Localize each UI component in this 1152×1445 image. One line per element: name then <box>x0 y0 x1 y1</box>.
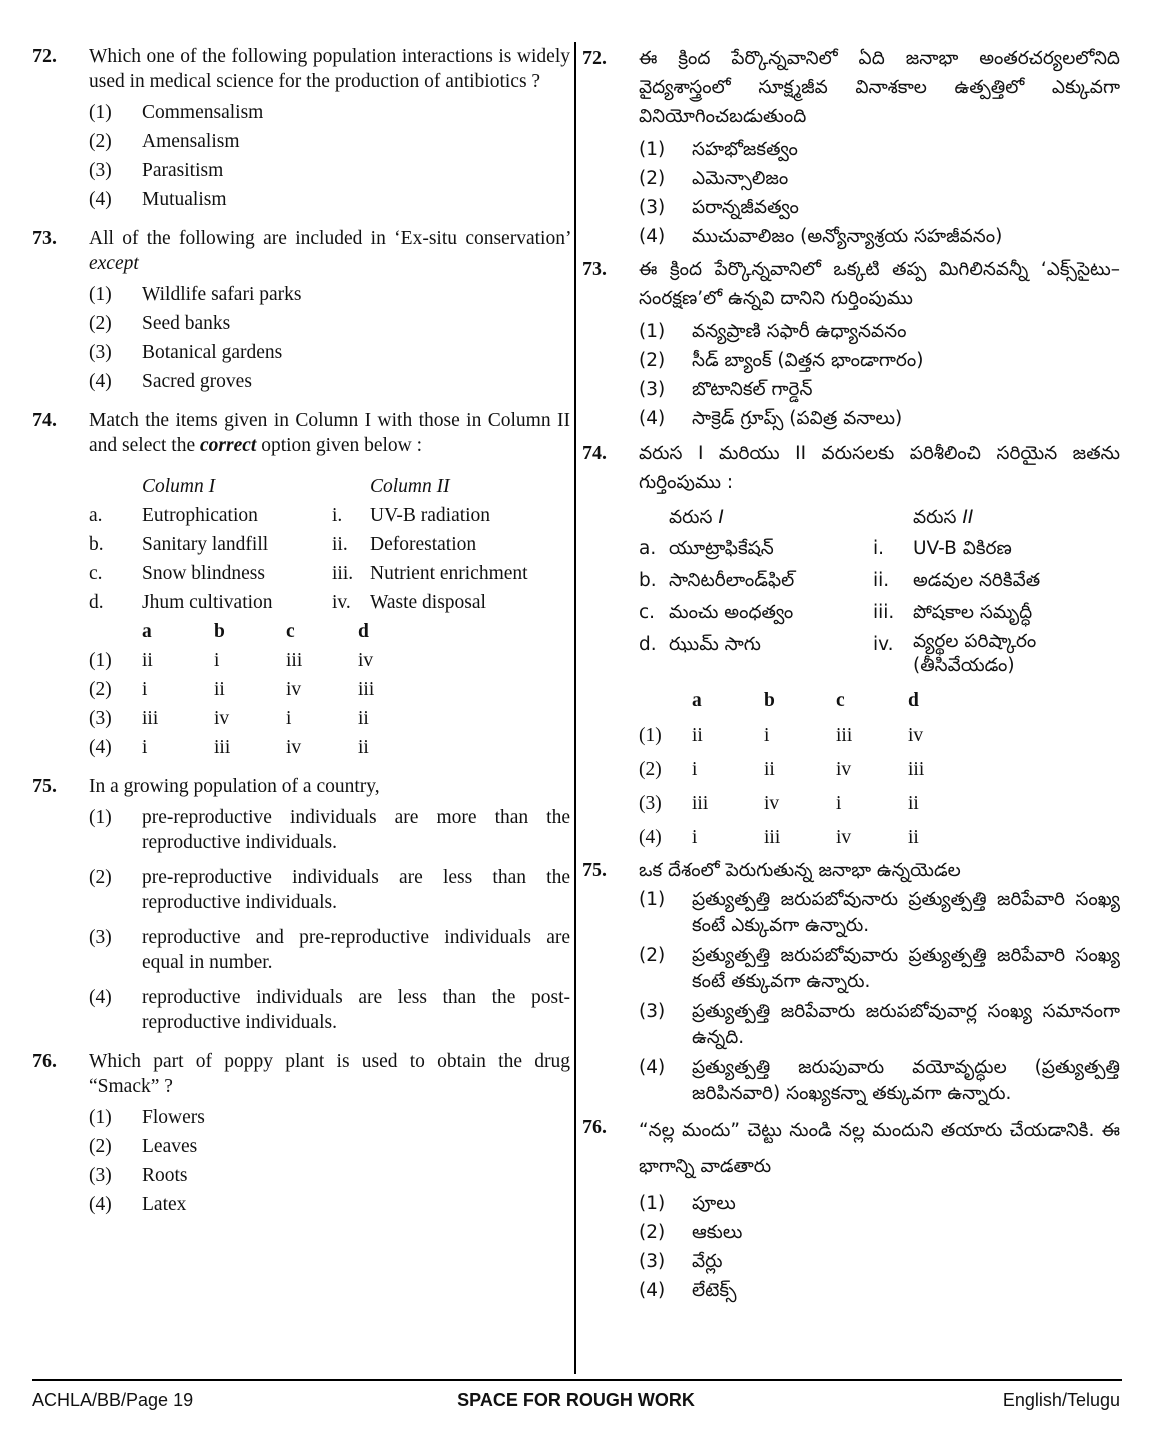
grid-cell: b <box>214 621 225 642</box>
option-number: (1) <box>639 139 666 160</box>
option-text: సాక్రెడ్ గ్రూప్స్ (పవిత్ర వనాలు) <box>692 408 903 429</box>
row-item: మంచు అంధత్వం <box>669 602 794 623</box>
grid-cell: i <box>142 737 148 758</box>
row-letter: c. <box>89 563 103 584</box>
option <box>89 1134 570 1159</box>
question-number: 76. <box>32 1050 57 1072</box>
grid-cell: d <box>358 621 369 642</box>
option-number: (4) <box>89 987 112 1008</box>
option <box>639 404 1120 433</box>
row-match: పోషకాల సమృద్ధీ <box>913 602 1033 623</box>
question-text-emphasis: correct <box>200 435 257 456</box>
option-number: (1) <box>89 102 112 123</box>
question-72-te <box>582 44 1120 251</box>
question-74-te <box>582 439 1120 852</box>
option <box>89 282 570 307</box>
row-item: Sanitary landfill <box>142 534 269 555</box>
option-text: సీడ్ బ్యాంక్ (విత్తన భాండాగారం) <box>692 350 924 371</box>
options <box>89 1105 570 1217</box>
option <box>89 129 570 154</box>
options <box>639 135 1120 251</box>
option-text: Flowers <box>142 1107 205 1128</box>
grid-cell: iii <box>836 725 853 746</box>
option <box>639 164 1120 193</box>
telugu-column <box>582 44 1120 1319</box>
grid-cell: iv <box>764 793 780 814</box>
row-numeral: iv. <box>332 592 351 613</box>
question-text-part1: Match the items given in Column I with those in Column II and select the <box>89 410 570 456</box>
question-text: “నల్ల మందు” చెట్టు నుండి నల్ల మందుని తయారు చేయడానికి. ఈ భాగాన్ని వాడతారు <box>639 1120 1120 1177</box>
option <box>89 340 570 365</box>
grid-row <box>89 648 570 673</box>
row-match: అడవుల నరికివేత <box>913 570 1041 591</box>
grid-cell: ii <box>692 725 703 746</box>
question-76-en <box>32 1049 570 1217</box>
option <box>639 193 1120 222</box>
row-letter: c. <box>639 602 656 623</box>
option <box>639 1189 1120 1218</box>
language-label: English/Telugu <box>1002 1390 1120 1410</box>
option-number: (2) <box>89 313 112 334</box>
column-1-header <box>669 503 913 532</box>
option-number: (1) <box>89 807 112 828</box>
option-text: పూలు <box>692 1193 736 1214</box>
grid-cell: ii <box>358 708 369 729</box>
options <box>639 1189 1120 1305</box>
row-letter: d. <box>89 592 104 613</box>
option-number: (3) <box>639 379 666 400</box>
grid-cell <box>639 686 692 715</box>
grid-cell: iv <box>286 679 302 700</box>
grid-cell: i <box>836 793 842 814</box>
row-match: UV-B radiation <box>370 505 491 526</box>
grid-cell: ii <box>142 650 153 671</box>
question-text-part2: option given below : <box>261 435 423 456</box>
column-2-header <box>913 503 973 532</box>
option-text: వేర్లు <box>692 1251 723 1272</box>
grid-cell: a <box>692 690 702 711</box>
row-item: ఝుమ్ సాగు <box>669 634 761 655</box>
question-number: 72. <box>32 45 57 67</box>
option-number: (3) <box>89 1165 112 1186</box>
option-text: Parasitism <box>142 160 224 181</box>
option-number: (3) <box>89 342 112 363</box>
question-75-en <box>32 774 570 1035</box>
option-text: Seed banks <box>142 313 231 334</box>
option <box>639 135 1120 164</box>
grid-cell: c <box>286 621 295 642</box>
match-row <box>89 532 570 557</box>
question-number: 75. <box>32 775 57 797</box>
option-text: పరాన్నజీవత్వం <box>692 197 799 218</box>
grid-cell: (2) <box>639 759 662 780</box>
options <box>639 887 1120 1107</box>
row-numeral: i. <box>332 505 343 526</box>
grid-row <box>89 706 570 731</box>
grid-cell: (3) <box>89 708 112 729</box>
option-text: ప్రత్యుత్పత్తి జరుపబోవువారు ప్రత్యుత్పత్తి జరిపేవారి సంఖ్య కంటే తక్కువగా ఉన్నారు. <box>692 945 1120 992</box>
option <box>89 865 570 915</box>
grid-cell: ii <box>908 793 919 814</box>
grid-row <box>639 823 1120 852</box>
option-number: (2) <box>89 1136 112 1157</box>
question-number: 74. <box>582 442 607 464</box>
column-1-numeral: I <box>718 507 724 528</box>
option <box>639 943 1120 995</box>
grid-cell: iii <box>214 737 231 758</box>
option-number: (3) <box>639 1001 666 1022</box>
grid-cell: i <box>214 650 220 671</box>
match-row <box>639 630 1120 678</box>
row-letter: a. <box>639 538 657 559</box>
grid-cell: iv <box>358 650 374 671</box>
option <box>639 317 1120 346</box>
question-76-te <box>582 1113 1120 1305</box>
question-72-en <box>32 44 570 212</box>
row-match: వ్యర్థల పరిష్కారం (తీసివేయడం) <box>913 631 1037 676</box>
option <box>639 222 1120 251</box>
option-text: pre-reproductive individuals are more than the reproductive individuals. <box>142 807 570 853</box>
option-number: (2) <box>639 945 666 966</box>
option-number: (4) <box>89 1194 112 1215</box>
option-number: (1) <box>639 321 666 342</box>
grid-row <box>89 735 570 760</box>
options <box>639 317 1120 433</box>
option-number: (3) <box>89 160 112 181</box>
option-text: బొటానికల్ గార్డెన్ <box>692 379 813 400</box>
option-text: reproductive and pre-reproductive individuals are equal in number. <box>142 927 570 973</box>
match-row <box>639 566 1120 595</box>
grid-cell: a <box>142 621 152 642</box>
row-item: Eutrophication <box>142 505 258 526</box>
option-number: (4) <box>89 189 112 210</box>
options <box>89 805 570 1035</box>
row-numeral: ii. <box>873 570 890 591</box>
column-2-header: Column II <box>370 476 450 497</box>
option <box>89 311 570 336</box>
grid-row <box>89 677 570 702</box>
footer-rule <box>32 1379 1122 1381</box>
match-header <box>89 474 570 499</box>
option-text: ప్రత్యుత్పత్తి జరిపేవారు జరుపబోవువార్ల సంఖ్య సమానంగా ఉన్నది. <box>692 1001 1120 1048</box>
option-number: (1) <box>89 284 112 305</box>
question-text <box>89 226 570 276</box>
rough-work-label: SPACE FOR ROUGH WORK <box>457 1390 695 1410</box>
option-text: Roots <box>142 1165 188 1186</box>
option <box>639 999 1120 1051</box>
match-row <box>89 561 570 586</box>
option-text: Sacred groves <box>142 371 252 392</box>
option <box>639 346 1120 375</box>
option <box>639 887 1120 939</box>
question-number: 73. <box>32 227 57 249</box>
row-numeral: i. <box>873 538 885 559</box>
option-number: (1) <box>89 1107 112 1128</box>
options <box>89 282 570 394</box>
grid-row <box>639 755 1120 784</box>
option-text: Commensalism <box>142 102 264 123</box>
grid-cell: iii <box>908 759 925 780</box>
match-row <box>639 534 1120 563</box>
question-text: ఈ క్రింద పేర్కొన్నవానిలో ఏది జనాభా అంతరచర్యలలోనిది వైద్యశాస్త్రంలో సూక్ష్మజీవ వినాశకాల ఉత్పత్తిలో ఎక్కువగా వినియోగించబడుతుంది <box>639 48 1120 127</box>
option <box>89 925 570 975</box>
option <box>639 375 1120 404</box>
option-text: Leaves <box>142 1136 198 1157</box>
option-number: (2) <box>639 168 666 189</box>
column-divider <box>574 42 576 1374</box>
grid-cell: iv <box>214 708 230 729</box>
option <box>89 369 570 394</box>
options <box>89 100 570 212</box>
option-number: (2) <box>89 131 112 152</box>
grid-cell: iii <box>692 793 709 814</box>
row-match: Nutrient enrichment <box>370 563 528 584</box>
option-number: (3) <box>639 1251 666 1272</box>
row-numeral: iv. <box>873 634 894 655</box>
match-header <box>639 503 1120 532</box>
option <box>639 1247 1120 1276</box>
option-number: (1) <box>639 1193 666 1214</box>
option <box>89 1105 570 1130</box>
answer-grid <box>639 686 1120 852</box>
grid-cell: iii <box>764 827 781 848</box>
grid-cell: ii <box>358 737 369 758</box>
option <box>89 805 570 855</box>
grid-cell: i <box>692 827 698 848</box>
row-letter: d. <box>639 634 657 655</box>
question-text: ఈ క్రింద పేర్కొన్నవానిలో ఒక్కటి తప్ప మిగిలినవన్నీ ‘ఎక్స్‌సైటు–సంరక్షణ’లో ఉన్నవి దానిని గుర్తింపుము <box>639 259 1120 309</box>
option-number: (4) <box>639 226 666 247</box>
grid-cell: (1) <box>89 650 112 671</box>
row-item: Snow blindness <box>142 563 265 584</box>
option-text: reproductive individuals are less than the post-reproductive individuals. <box>142 987 570 1033</box>
row-match: UV-B వికిరణ <box>913 538 1012 559</box>
grid-cell: (2) <box>89 679 112 700</box>
grid-cell: i <box>764 725 770 746</box>
question-75-te <box>582 856 1120 1107</box>
row-letter: b. <box>639 570 657 591</box>
grid-cell: ii <box>908 827 919 848</box>
option-number: (3) <box>89 927 112 948</box>
page-code: ACHLA/BB/Page 19 <box>32 1390 194 1410</box>
grid-cell: (4) <box>639 827 662 848</box>
english-column <box>32 44 570 1231</box>
option-number: (3) <box>639 197 666 218</box>
question-number: 74. <box>32 409 57 431</box>
grid-cell: iv <box>908 725 924 746</box>
grid-cell: ii <box>764 759 775 780</box>
option-text: Latex <box>142 1194 187 1215</box>
option <box>639 1055 1120 1107</box>
question-text: Which part of poppy plant is used to obtain the drug “Smack” ? <box>89 1051 570 1097</box>
option-text: లేటెక్స్ <box>692 1280 737 1301</box>
option-number: (2) <box>639 1222 666 1243</box>
question-number: 72. <box>582 47 607 69</box>
option-number: (4) <box>639 1280 666 1301</box>
question-text: వరుస I మరియు II వరుసలకు పరిశీలించి సరియైన జతను గుర్తింపుము : <box>639 443 1120 493</box>
option <box>89 158 570 183</box>
question-number: 76. <box>582 1116 607 1138</box>
row-numeral: iii. <box>332 563 354 584</box>
option-text: pre-reproductive individuals are less than the reproductive individuals. <box>142 867 570 913</box>
grid-cell: b <box>764 690 775 711</box>
option <box>89 1163 570 1188</box>
row-match: Waste disposal <box>370 592 486 613</box>
match-list <box>639 503 1120 678</box>
option <box>89 1192 570 1217</box>
option <box>639 1276 1120 1305</box>
option-text: ఎమెన్సాలిజం <box>692 168 789 189</box>
option-number: (2) <box>639 350 666 371</box>
grid-cell: iv <box>836 827 852 848</box>
grid-cell: (3) <box>639 793 662 814</box>
option-text: ప్రత్యుత్పత్తి జరుపువారు వయోవృద్ధుల (ప్రత్యుత్పత్తి జరిపినవారి) సంఖ్యకన్నా తక్కువగా ఉన్నారు. <box>692 1057 1120 1104</box>
match-row <box>89 590 570 615</box>
question-number: 75. <box>582 859 607 881</box>
grid-header <box>89 619 570 644</box>
option-text: Mutualism <box>142 189 227 210</box>
option-number: (2) <box>89 867 112 888</box>
question-text-emphasis: except <box>89 253 139 274</box>
row-numeral: ii. <box>332 534 348 555</box>
question-74-en <box>32 408 570 760</box>
grid-cell: d <box>908 690 919 711</box>
row-letter: b. <box>89 534 104 555</box>
grid-cell: i <box>286 708 292 729</box>
option-text: ప్రత్యుత్పత్తి జరుపబోవునారు ప్రత్యుత్పత్తి జరిపేవారి సంఖ్య కంటే ఎక్కువగా ఉన్నారు. <box>692 889 1120 936</box>
option-number: (4) <box>89 371 112 392</box>
question-73-en <box>32 226 570 394</box>
grid-cell: i <box>142 679 148 700</box>
grid-row <box>639 721 1120 750</box>
option-text: Botanical gardens <box>142 342 283 363</box>
grid-cell: iii <box>142 708 159 729</box>
answer-grid <box>89 619 570 760</box>
option-text: Wildlife safari parks <box>142 284 302 305</box>
option-number: (1) <box>639 889 666 910</box>
grid-cell: iii <box>286 650 303 671</box>
option-text: ముచువాలిజం (అన్యోన్యాశ్రయ సహజీవనం) <box>692 226 1003 247</box>
row-match: Deforestation <box>370 534 477 555</box>
grid-cell: (4) <box>89 737 112 758</box>
option <box>89 985 570 1035</box>
option-number: (4) <box>639 1057 666 1078</box>
question-text: Which one of the following population interactions is widely used in medical science for the production of antibiotics ? <box>89 46 570 92</box>
match-list <box>89 474 570 615</box>
row-item: సానిటరీలాండ్‌ఫిల్ <box>669 570 795 591</box>
column-2-word: వరుస <box>913 507 963 528</box>
column-1-header: Column I <box>142 476 216 497</box>
row-numeral: iii. <box>873 602 895 623</box>
option-text: వన్యప్రాణి సఫారీ ఉధ్యానవనం <box>692 321 907 342</box>
grid-cell: iv <box>286 737 302 758</box>
grid-cell: c <box>836 690 845 711</box>
column-2-numeral: II <box>962 507 974 528</box>
match-row <box>639 598 1120 627</box>
grid-cell: ii <box>214 679 225 700</box>
grid-cell <box>89 619 142 644</box>
question-text <box>89 408 570 458</box>
question-number: 73. <box>582 258 607 280</box>
grid-header <box>639 686 1120 715</box>
option-text: ఆకులు <box>692 1222 743 1243</box>
question-text: ఒక దేశంలో పెరుగుతున్న జనాభా ఉన్నయెడల <box>639 860 961 881</box>
row-letter: a. <box>89 505 103 526</box>
match-row <box>89 503 570 528</box>
option <box>639 1218 1120 1247</box>
question-text-main: All of the following are included in ‘Ex-situ conservation’ <box>89 228 570 249</box>
row-item: Jhum cultivation <box>142 592 273 613</box>
grid-row <box>639 789 1120 818</box>
grid-cell: (1) <box>639 725 662 746</box>
grid-cell: iii <box>358 679 375 700</box>
option <box>89 187 570 212</box>
row-item: యూట్రాఫికేషన్ <box>669 538 774 559</box>
question-73-te <box>582 255 1120 433</box>
option-text: సహభోజకత్వం <box>692 139 798 160</box>
column-1-word: వరుస <box>669 507 719 528</box>
question-text: In a growing population of a country, <box>89 776 380 797</box>
option-text: Amensalism <box>142 131 240 152</box>
grid-cell: iv <box>836 759 852 780</box>
option-number: (4) <box>639 408 666 429</box>
grid-cell: i <box>692 759 698 780</box>
option <box>89 100 570 125</box>
